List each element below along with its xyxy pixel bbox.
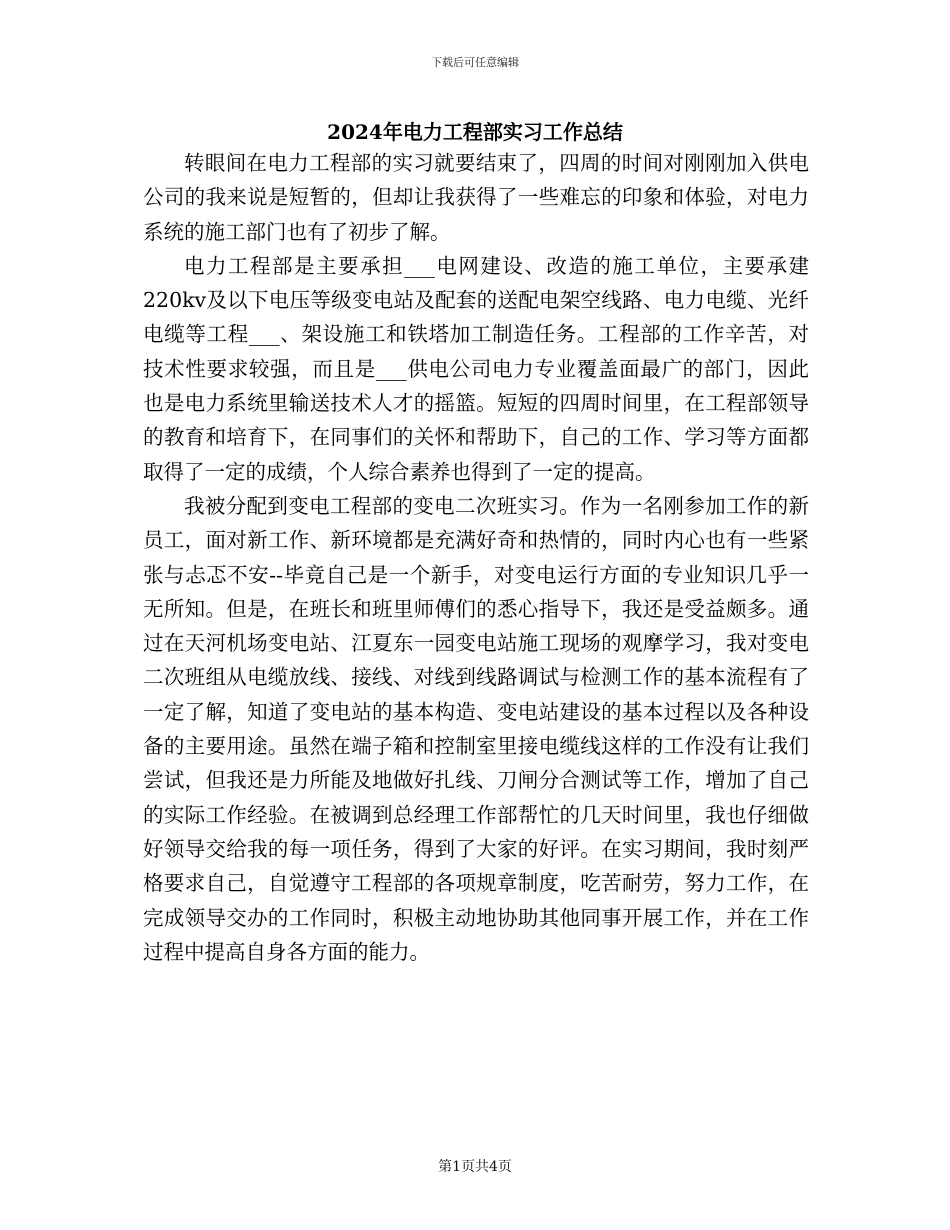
page-number-footer: 第1页共4页 xyxy=(438,1159,512,1175)
header-note: 下载后可任意编辑 xyxy=(431,56,519,69)
paragraph: 电力工程部是主要承担___电网建设、改造的施工单位，主要承建220kv及以下电压等级变电站及配套的送配电架空线路、电力电缆、光纤电缆等工程___、架设施工和铁塔加工制造任务。工程部的工作辛苦，对技术性要求较强，而且是___供电公司电力专业覆盖面最广的部门，因此也是电力系统里输送技术人才的摇篮。短短的四周时间里，在工程部领导的教育和培育下，在同事们的关怀和帮助下，自己的工作、学习等方面都取得了一定的成绩，个人综合素养也得到了一定的提高。 xyxy=(143,253,809,484)
paragraph: 转眼间在电力工程部的实习就要结束了，四周的时间对刚刚加入供电公司的我来说是短暂的，但却让我获得了一些难忘的印象和体验，对电力系统的施工部门也有了初步了解。 xyxy=(143,151,809,244)
document-title: 2024年电力工程部实习工作总结 xyxy=(327,120,623,144)
document-body xyxy=(143,146,809,969)
paragraph: 我被分配到变电工程部的变电二次班实习。作为一名刚参加工作的新员工，面对新工作、新环境都是充满好奇和热情的，同时内心也有一些紧张与忐忑不安--毕竟自己是一个新手，对变电运行方面的专业知识几乎一无所知。但是，在班长和班里师傅们的悉心指导下，我还是受益颇多。通过在天河机场变电站、江夏东一园变电站施工现场的观摩学习，我对变电二次班组从电缆放线、接线、对线到线路调试与检测工作的基本流程有了一定了解，知道了变电站的基本构造、变电站建设的基本过程以及各种设备的主要用途。虽然在端子箱和控制室里接电缆线这样的工作没有让我们尝试，但我还是力所能及地做好扎线、刀闸分合测试等工作，增加了自己的实际工作经验。在被调到总经理工作部帮忙的几天时间里，我也仔细做好领导交给我的每一项任务，得到了大家的好评。在实习期间，我时刻严格要求自己，自觉遵守工程部的各项规章制度，吃苦耐劳，努力工作，在完成领导交办的工作同时，积极主动地协助其他同事开展工作，并在工作过程中提高自身各方面的能力。 xyxy=(143,493,809,964)
